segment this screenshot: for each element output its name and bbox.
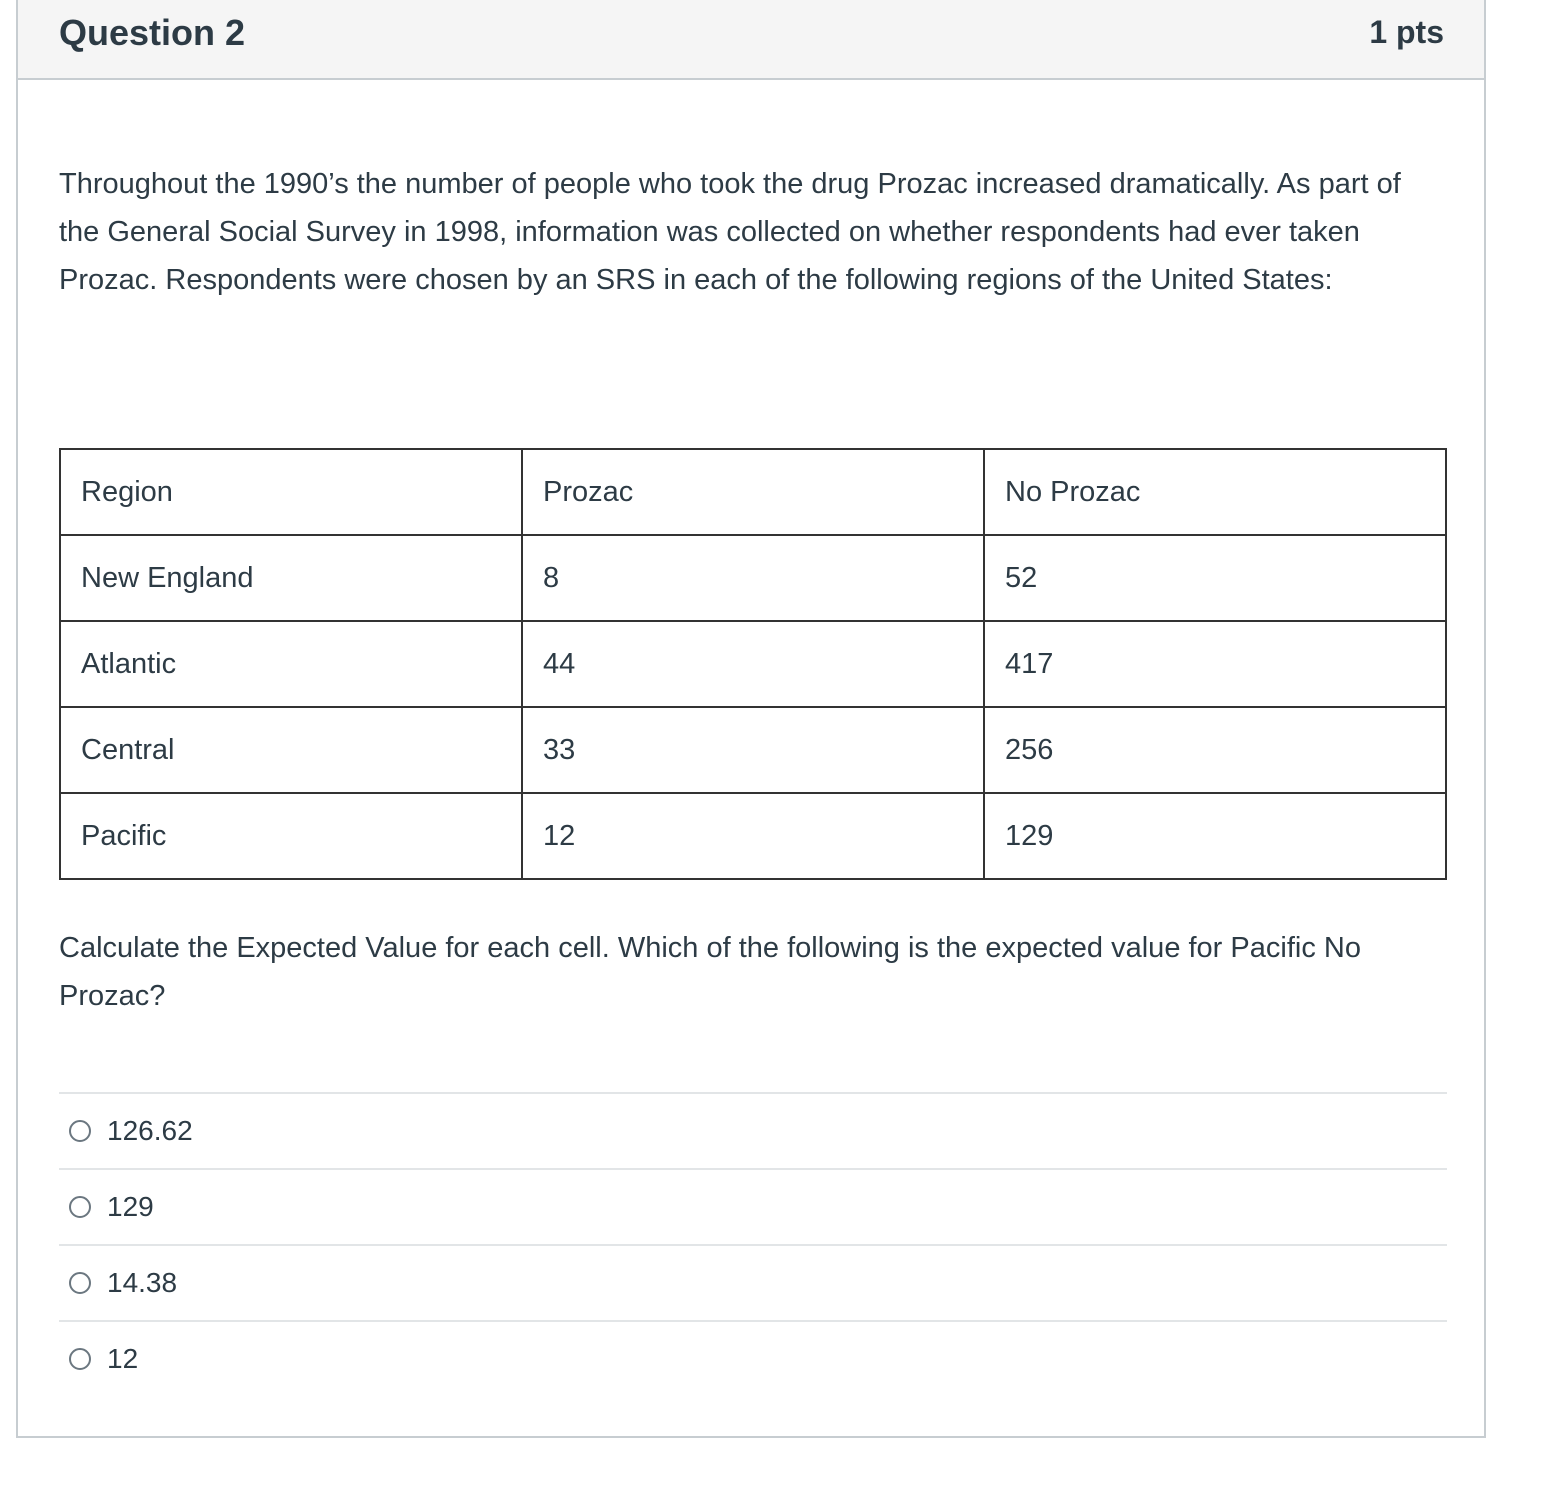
- table-cell: 33: [522, 707, 984, 793]
- radio-button[interactable]: [69, 1272, 91, 1294]
- table-cell: Atlantic: [60, 621, 522, 707]
- table-header-cell: Prozac: [522, 449, 984, 535]
- radio-button[interactable]: [69, 1120, 91, 1142]
- answer-label: 126.62: [107, 1115, 193, 1146]
- question-card: [16, 0, 1486, 1438]
- answer-option[interactable]: [59, 1244, 1447, 1320]
- data-table: [59, 448, 1447, 880]
- radio-button[interactable]: [69, 1196, 91, 1218]
- table-cell: New England: [60, 535, 522, 621]
- table-cell: 8: [522, 535, 984, 621]
- question-title: Question 2: [59, 12, 246, 53]
- answer-option[interactable]: [59, 1168, 1447, 1244]
- answer-option[interactable]: [59, 1320, 1447, 1396]
- question-prompt: Calculate the Expected Value for each cell. Which of the following is the expected value for Pacific No Prozac?: [59, 932, 1361, 1012]
- radio-button[interactable]: [69, 1348, 91, 1370]
- table-cell: Pacific: [60, 793, 522, 879]
- question-header: [18, 0, 1484, 80]
- table-row: [60, 707, 1446, 793]
- table-cell: 12: [522, 793, 984, 879]
- table-row: [60, 535, 1446, 621]
- question-text: Throughout the 1990’s the number of people who took the drug Prozac increased dramatically. As part of the General Social Survey in 1998, information was collected on whether respondents had ever taken Prozac. Respondents were chosen by an SRS in each of the following regions of the United States:: [59, 168, 1401, 296]
- table-cell: 44: [522, 621, 984, 707]
- answer-list: [59, 1092, 1447, 1396]
- table-row: [60, 793, 1446, 879]
- question-points: 1 pts: [1369, 14, 1444, 50]
- table-header-cell: Region: [60, 449, 522, 535]
- table-cell: 129: [984, 793, 1446, 879]
- answer-label: 14.38: [107, 1267, 178, 1298]
- table-cell: 417: [984, 621, 1446, 707]
- table-header-cell: No Prozac: [984, 449, 1446, 535]
- question-body: [59, 160, 1447, 1374]
- answer-label: 129: [107, 1191, 154, 1222]
- table-cell: Central: [60, 707, 522, 793]
- answer-option[interactable]: [59, 1092, 1447, 1168]
- table-header-row: [60, 449, 1446, 535]
- answer-label: 12: [107, 1343, 139, 1374]
- table-cell: 256: [984, 707, 1446, 793]
- table-cell: 52: [984, 535, 1446, 621]
- table-row: [60, 621, 1446, 707]
